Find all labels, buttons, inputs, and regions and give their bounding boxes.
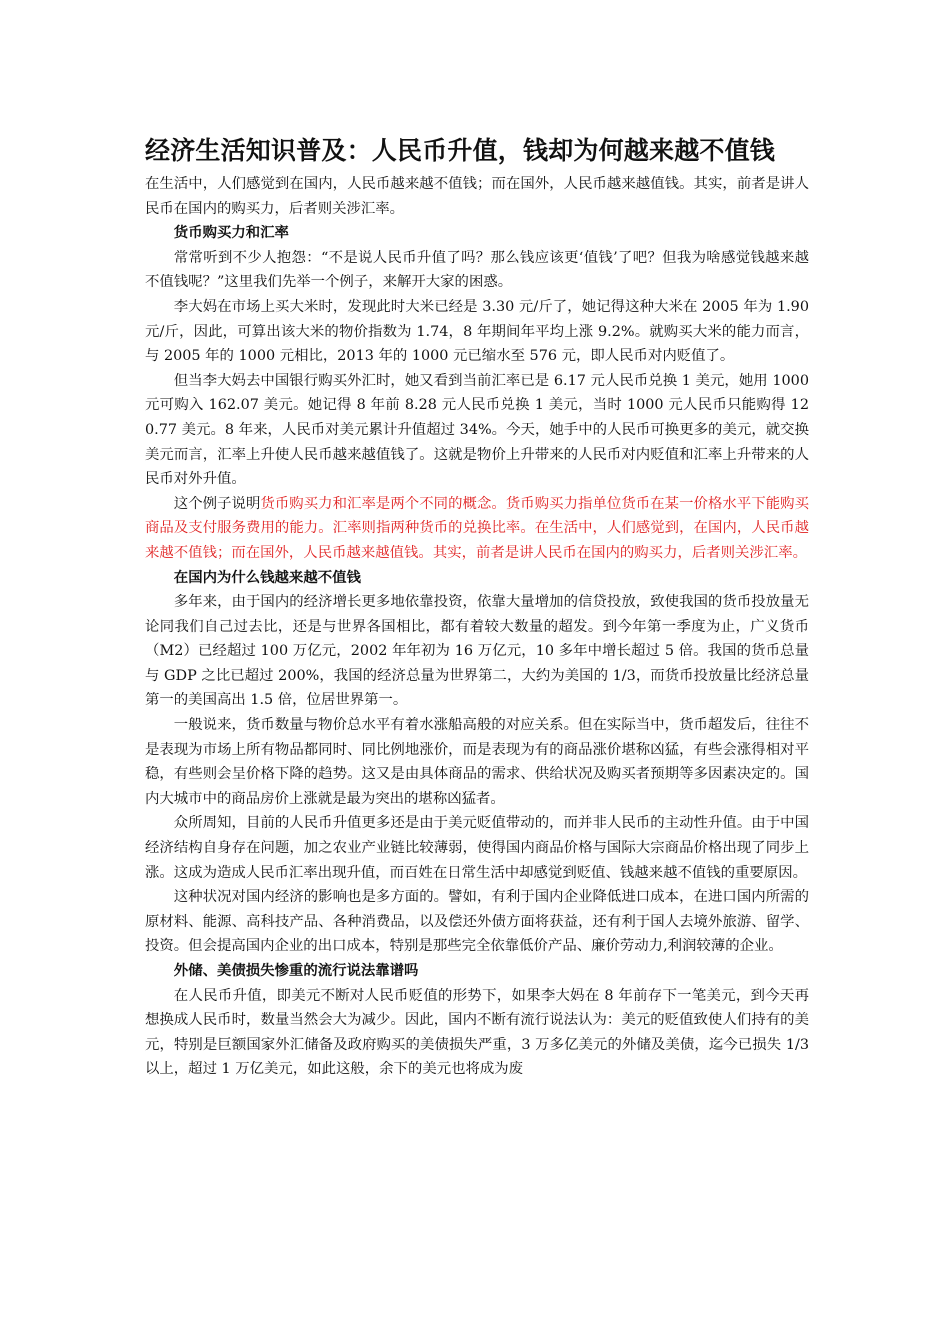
section-heading-reserves-loss: 外储、美债损失惨重的流行说法靠谱吗 (173, 963, 419, 979)
paragraph: 常常听到不少人抱怨：“不是说人民币升值了吗？那么钱应该更‘值钱’了吧？但我为啥感觉钱越来越不值钱呢？”这里我们先举一个例子，来解开大家的困惑。 (145, 249, 809, 291)
paragraph: 这种状况对国内经济的影响也是多方面的。譬如，有利于国内企业降低进口成本，在进口国内所需的原材料、能源、高科技产品、各种消费品，以及偿还外债方面将获益，还有利于国人去境外旅游、留学、投资。但会提高国内企业的出口成本，特别是那些完全依靠低价产品、廉价劳动力,利润较薄的企业。 (145, 889, 809, 955)
paragraph: 多年来，由于国内的经济增长更多地依靠投资，依靠大量增加的信贷投放，致使我国的货币投放量无论同我们自己过去比，还是与世界各国相比，都有着较大数量的超发。到今年第一季度为止，广义货币（M2）已经超过 100 万亿元，2002 年年初为 16 万亿元，10 多年中增长超过 5 倍。我国的货币总量与 GDP 之比已超过 200%，我国的经济总量为世界第二，大约为美国的 1/3，而货币投放量比经济总量第一的美国高出 1.5 倍，位居世界第一。 (145, 594, 809, 709)
paragraph: 一般说来，货币数量与物价总水平有着水涨船高般的对应关系。但在实际当中，货币超发后，往往不是表现为市场上所有物品都同时、同比例地涨价，而是表现为有的商品涨价堪称凶猛，有些会涨得相对平稳，有些则会呈价格下降的趋势。这又是由具体商品的需求、供给状况及购买者预期等多因素决定的。国内大城市中的商品房价上涨就是最为突出的堪称凶猛者。 (145, 717, 809, 807)
section-heading-purchasing-power: 货币购买力和汇率 (173, 225, 289, 242)
paragraph: 但当李大妈去中国银行购买外汇时，她又看到当前汇率已是 6.17 元人民币兑换 1 美元，她用 1000 元可购入 162.07 美元。她记得 8 年前 8.28 元人民币兑换 1 美元，当时 1000 元人民币只能购得 120.77 美元。8 年来，人民币对美元累计升值超过 34%。今天，她手中的人民币可换更多的美元，就交换美元而言，汇率上升使人民币越来越值钱了。这就是物价上升带来的人民币对内贬值和汇率上升带来的人民币对外升值。 (145, 372, 809, 488)
document-body (145, 132, 809, 1082)
paragraph-lead-text: 这个例子说明 (173, 495, 261, 512)
paragraph: 众所周知，目前的人民币升值更多还是由于美元贬值带动的，而并非人民币的主动性升值。由于中国经济结构自身存在问题，加之农业产业链比较薄弱，使得国内商品价格与国际大宗商品价格出现了同步上涨。这成为造成人民币汇率出现升值，而百姓在日常生活中却感觉到贬值、钱越来越不值钱的重要原因。 (145, 815, 809, 881)
section-heading-domestic-value: 在国内为什么钱越来越不值钱 (173, 569, 361, 586)
paragraph: 李大妈在市场上买大米时，发现此时大米已经是 3.30 元/斤了，她记得这种大米在 2005 年为 1.90 元/斤，因此，可算出该大米的物价指数为 1.74，8 年期间年平均上涨 9.2%。就购买大米的能力而言，与 2005 年的 1000 元相比，2013 年的 1000 元已缩水至 576 元，即人民币对内贬值了。 (145, 298, 809, 365)
highlighted-text: 货币购买力和汇率是两个不同的概念。货币购买力指单位货币在某一价格水平下能购买商品及支付服务费用的能力。汇率则指两种货币的兑换比率。在生活中，人们感觉到，在国内，人民币越来越不值钱；而在国外，人民币越来越值钱。其实，前者是讲人民币在国内的购买力，后者则关涉汇率。 (145, 495, 809, 561)
intro-paragraph: 在生活中，人们感觉到在国内，人民币越来越不值钱；而在国外，人民币越来越值钱。其实，前者是讲人民币在国内的购买力，后者则关涉汇率。 (145, 176, 809, 217)
paragraph-highlighted (145, 492, 809, 566)
document-title: 经济生活知识普及：人民币升值，钱却为何越来越不值钱 (145, 136, 776, 165)
paragraph: 在人民币升值，即美元不断对人民币贬值的形势下，如果李大妈在 8 年前存下一笔美元，到今天再想换成人民币时，数量当然会大为减少。因此，国内不断有流行说法认为：美元的贬值致使人们持有的美元，特别是巨额国家外汇储备及政府购买的美债损失严重，3 万多亿美元的外储及美债，迄今已损失 1/3 以上，超过 1 万亿美元，如此这般，余下的美元也将成为废 (145, 987, 809, 1078)
